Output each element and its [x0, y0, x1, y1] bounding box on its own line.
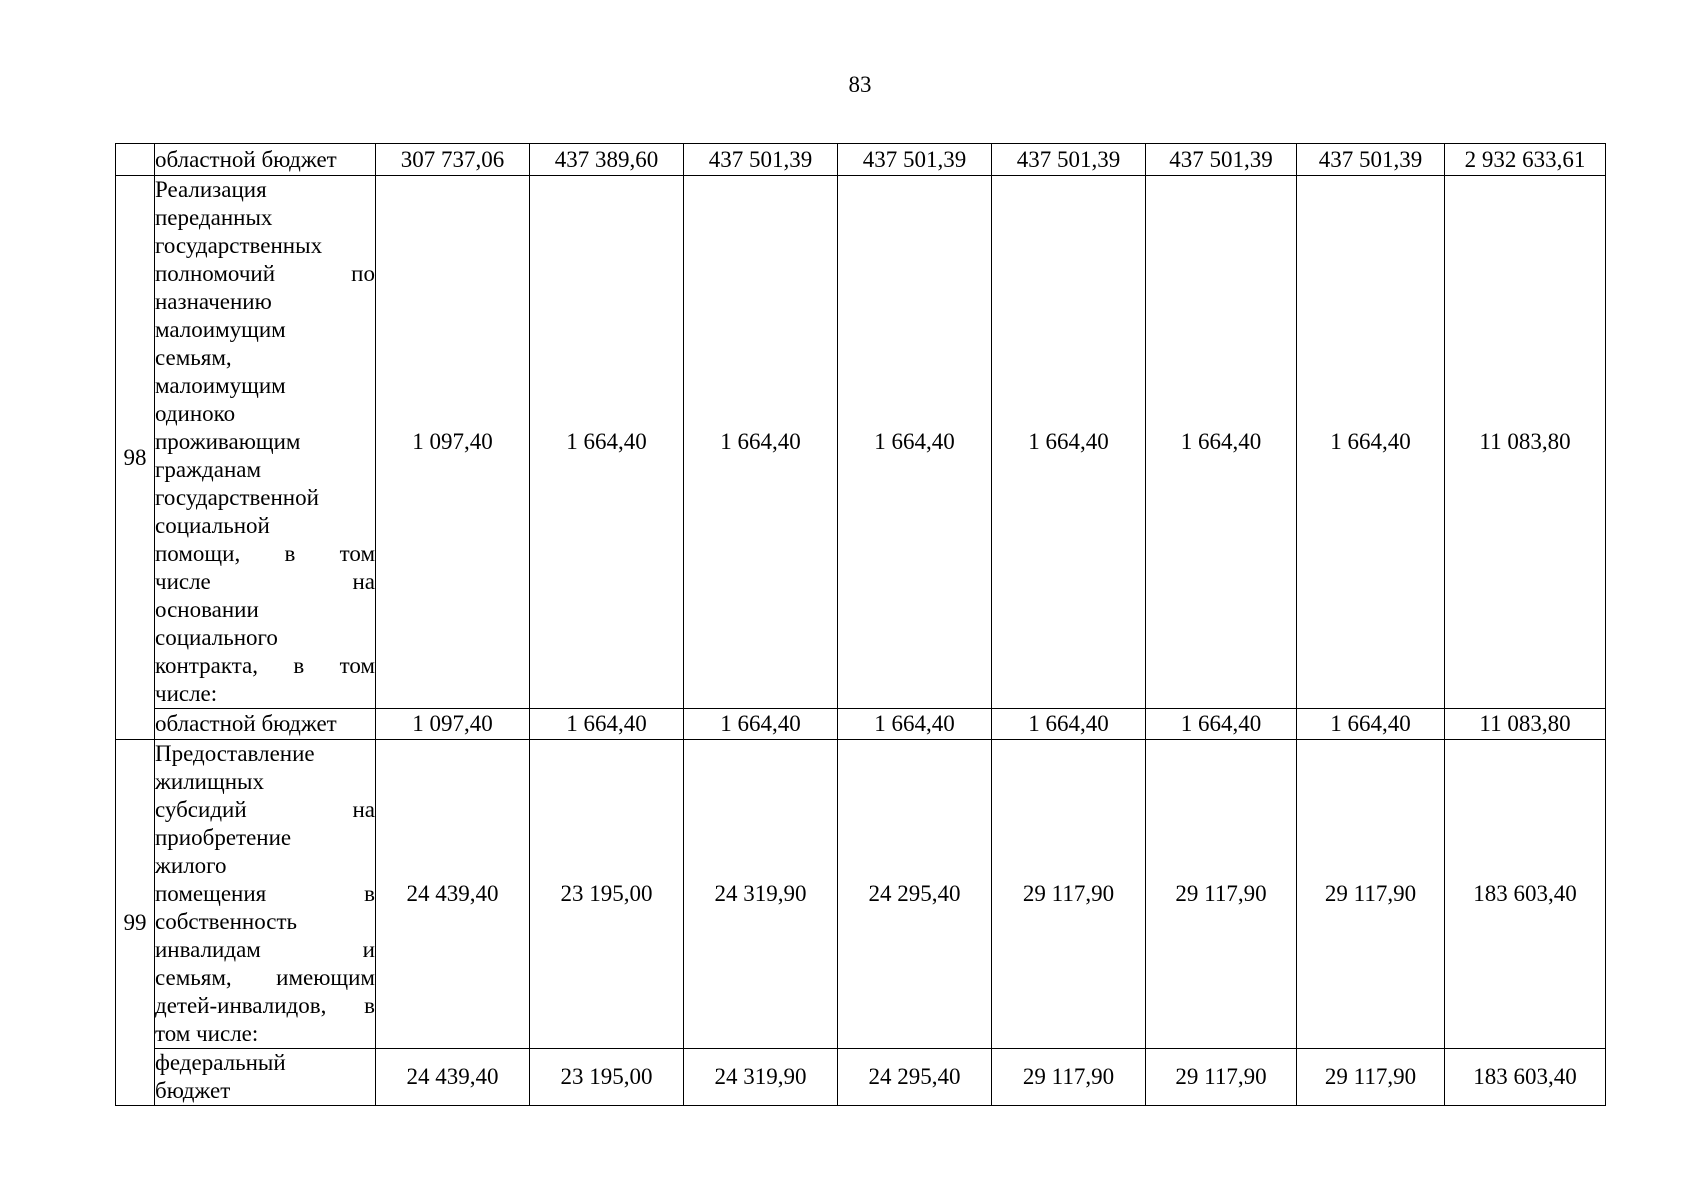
description-line: государственных — [155, 233, 323, 258]
value-cell: 1 664,40 — [530, 176, 684, 709]
value-cell: 24 319,90 — [684, 740, 838, 1049]
value-cell: 29 117,90 — [1146, 740, 1297, 1049]
value-cell: 437 501,39 — [684, 144, 838, 176]
description-line: семьям, — [155, 345, 232, 370]
value-cell: 24 295,40 — [838, 740, 992, 1049]
total-cell: 183 603,40 — [1445, 1049, 1606, 1106]
description-line: государственной — [155, 485, 319, 510]
description-line: семьям, имеющим — [155, 965, 375, 990]
value-cell: 29 117,90 — [992, 1049, 1146, 1106]
description-line: числе: — [155, 681, 218, 706]
table-row — [116, 740, 1606, 1049]
value-cell: 1 664,40 — [1146, 176, 1297, 709]
value-cell: 23 195,00 — [530, 1049, 684, 1106]
description-line: социальной — [155, 513, 270, 538]
description-line: числе на — [155, 569, 375, 594]
total-cell: 2 932 633,61 — [1445, 144, 1606, 176]
value-cell: 1 664,40 — [992, 709, 1146, 740]
description-line: переданных — [155, 205, 273, 230]
description-line: субсидий на — [155, 797, 375, 822]
row-index-cell — [116, 144, 155, 176]
value-cell: 1 664,40 — [992, 176, 1146, 709]
table-row — [116, 176, 1606, 709]
row-index: 99 — [116, 740, 155, 1106]
row-label: областной бюджет — [155, 709, 376, 740]
description-line: социального — [155, 625, 278, 650]
value-cell: 29 117,90 — [1146, 1049, 1297, 1106]
description-line: основании — [155, 597, 259, 622]
budget-table — [115, 143, 1606, 1106]
description-line: помещения в — [155, 881, 375, 906]
description-line: одиноко — [155, 401, 236, 426]
value-cell: 1 664,40 — [1297, 176, 1445, 709]
value-cell: 437 501,39 — [838, 144, 992, 176]
row-label-line: федеральный — [155, 1050, 286, 1075]
table-row — [116, 144, 1606, 176]
row-description — [155, 740, 376, 1049]
table-row — [116, 1049, 1606, 1106]
value-cell: 1 664,40 — [1146, 709, 1297, 740]
value-cell: 437 501,39 — [1146, 144, 1297, 176]
description-line: малоимущим — [155, 317, 286, 342]
value-cell: 23 195,00 — [530, 740, 684, 1049]
value-cell: 24 319,90 — [684, 1049, 838, 1106]
value-cell: 307 737,06 — [376, 144, 530, 176]
description-line: гражданам — [155, 457, 262, 482]
value-cell: 1 664,40 — [530, 709, 684, 740]
value-cell: 24 439,40 — [376, 740, 530, 1049]
value-cell: 1 664,40 — [684, 176, 838, 709]
table-row — [116, 709, 1606, 740]
value-cell: 1 664,40 — [1297, 709, 1445, 740]
page-number: 83 — [848, 72, 872, 97]
total-cell: 11 083,80 — [1445, 709, 1606, 740]
description-line: том числе: — [155, 1021, 259, 1046]
value-cell: 29 117,90 — [992, 740, 1146, 1049]
value-cell: 437 501,39 — [1297, 144, 1445, 176]
description-line: приобретение — [155, 825, 292, 850]
row-label-line: бюджет — [155, 1078, 231, 1103]
row-description — [155, 176, 376, 709]
value-cell: 29 117,90 — [1297, 740, 1445, 1049]
value-cell: 1 097,40 — [376, 176, 530, 709]
value-cell: 1 664,40 — [684, 709, 838, 740]
description-line: инвалидам и — [155, 937, 375, 962]
row-label — [155, 1049, 376, 1106]
description-line: Реализация — [155, 177, 267, 202]
value-cell: 1 664,40 — [838, 176, 992, 709]
description-line: собственность — [155, 909, 298, 934]
description-line: Предоставление — [155, 741, 315, 766]
value-cell: 1 097,40 — [376, 709, 530, 740]
total-cell: 183 603,40 — [1445, 740, 1606, 1049]
description-line: проживающим — [155, 429, 301, 454]
description-line: помощи, в том — [155, 541, 375, 566]
row-label: областной бюджет — [155, 144, 376, 176]
description-line: полномочий по — [155, 261, 375, 286]
value-cell: 24 295,40 — [838, 1049, 992, 1106]
description-line: назначению — [155, 289, 272, 314]
description-line: малоимущим — [155, 373, 286, 398]
value-cell: 24 439,40 — [376, 1049, 530, 1106]
description-line: контракта, в том — [155, 653, 375, 678]
description-line: жилого — [155, 853, 227, 878]
total-cell: 11 083,80 — [1445, 176, 1606, 709]
value-cell: 437 501,39 — [992, 144, 1146, 176]
value-cell: 437 389,60 — [530, 144, 684, 176]
value-cell: 1 664,40 — [838, 709, 992, 740]
description-line: жилищных — [155, 769, 264, 794]
value-cell: 29 117,90 — [1297, 1049, 1445, 1106]
description-line: детей-инвалидов, в — [155, 993, 375, 1018]
row-index: 98 — [116, 176, 155, 740]
